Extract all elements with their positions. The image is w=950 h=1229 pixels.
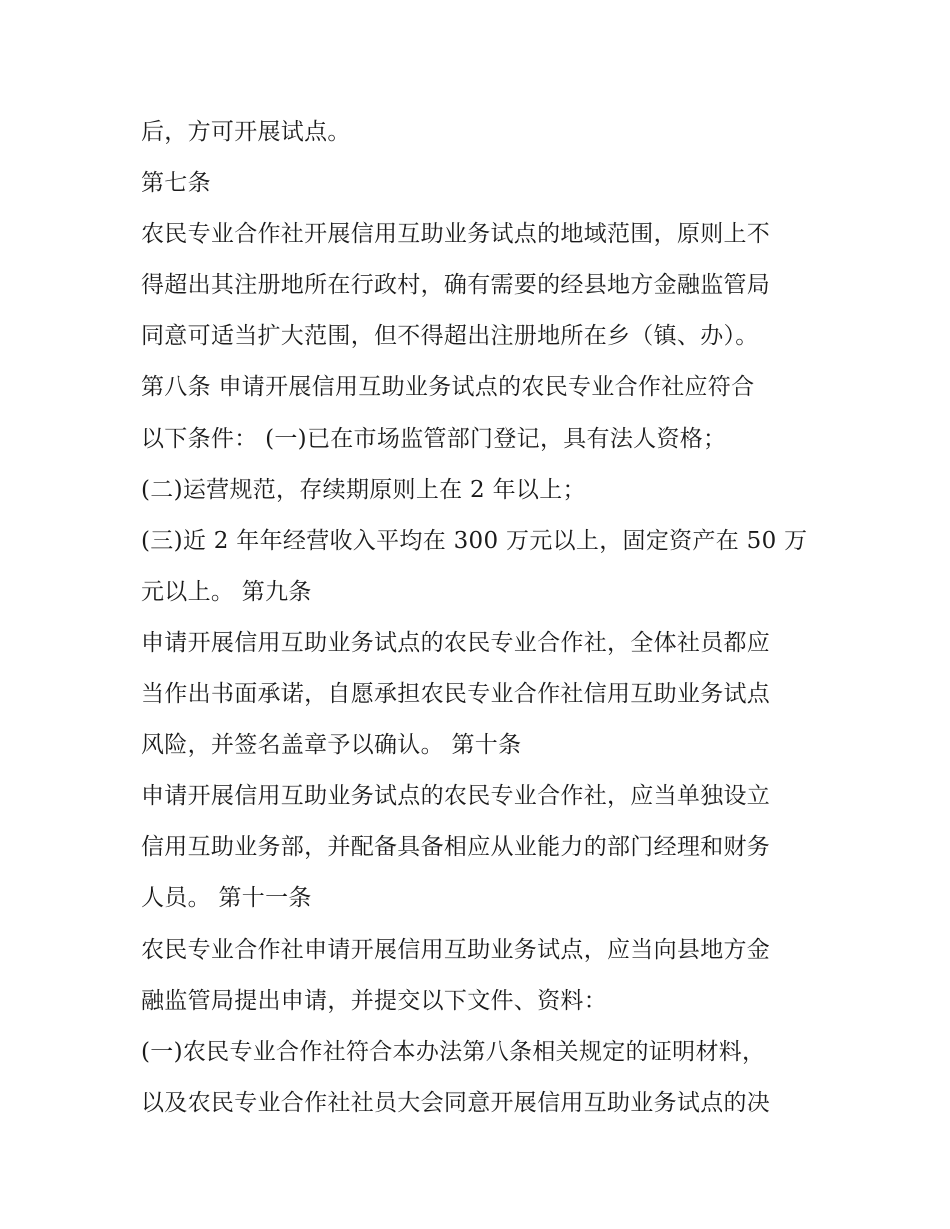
text-line: 申请开展信用互助业务试点的农民专业合作社，全体社员都应 [141, 629, 771, 656]
text-line: 第八条 申请开展信用互助业务试点的农民专业合作社应符合 [141, 374, 755, 401]
text-line: (一)农民专业合作社符合本办法第八条相关规定的证明材料， [141, 1038, 766, 1065]
text-line: 信用互助业务部，并配备具备相应从业能力的部门经理和财务 [141, 834, 771, 861]
text-line: 农民专业合作社申请开展信用互助业务试点，应当向县地方金 [141, 936, 771, 963]
text-line: 元以上。 第九条 [141, 578, 312, 605]
text-line: 得超出其注册地所在行政村，确有需要的经县地方金融监管局 [141, 272, 771, 299]
text-line: 以及农民专业合作社社员大会同意开展信用互助业务试点的决 [141, 1089, 771, 1116]
text-line: 当作出书面承诺，自愿承担农民专业合作社信用互助业务试点 [141, 681, 771, 708]
text-line: 后，方可开展试点。 [141, 119, 351, 145]
article-heading: 第七条 [141, 170, 211, 197]
text-line: (三)近 2 年年经营收入平均在 300 万元以上，固定资产在 50 万 [141, 527, 808, 554]
document-body [141, 107, 821, 1129]
text-line: 人员。 第十一条 [141, 885, 312, 912]
text-line: (二)运营规范，存续期原则上在 2 年以上； [141, 476, 586, 503]
text-line: 风险，并签名盖章予以确认。 第十条 [141, 732, 522, 759]
text-line: 同意可适当扩大范围，但不得超出注册地所在乡（镇、办）。 [141, 323, 759, 350]
text-line: 以下条件： (一)已在市场监管部门登记，具有法人资格； [141, 425, 727, 452]
text-line: 融监管局提出申请，并提交以下文件、资料： [141, 987, 607, 1014]
text-line: 农民专业合作社开展信用互助业务试点的地域范围，原则上不 [141, 221, 771, 248]
text-line: 申请开展信用互助业务试点的农民专业合作社，应当单独设立 [141, 783, 771, 810]
